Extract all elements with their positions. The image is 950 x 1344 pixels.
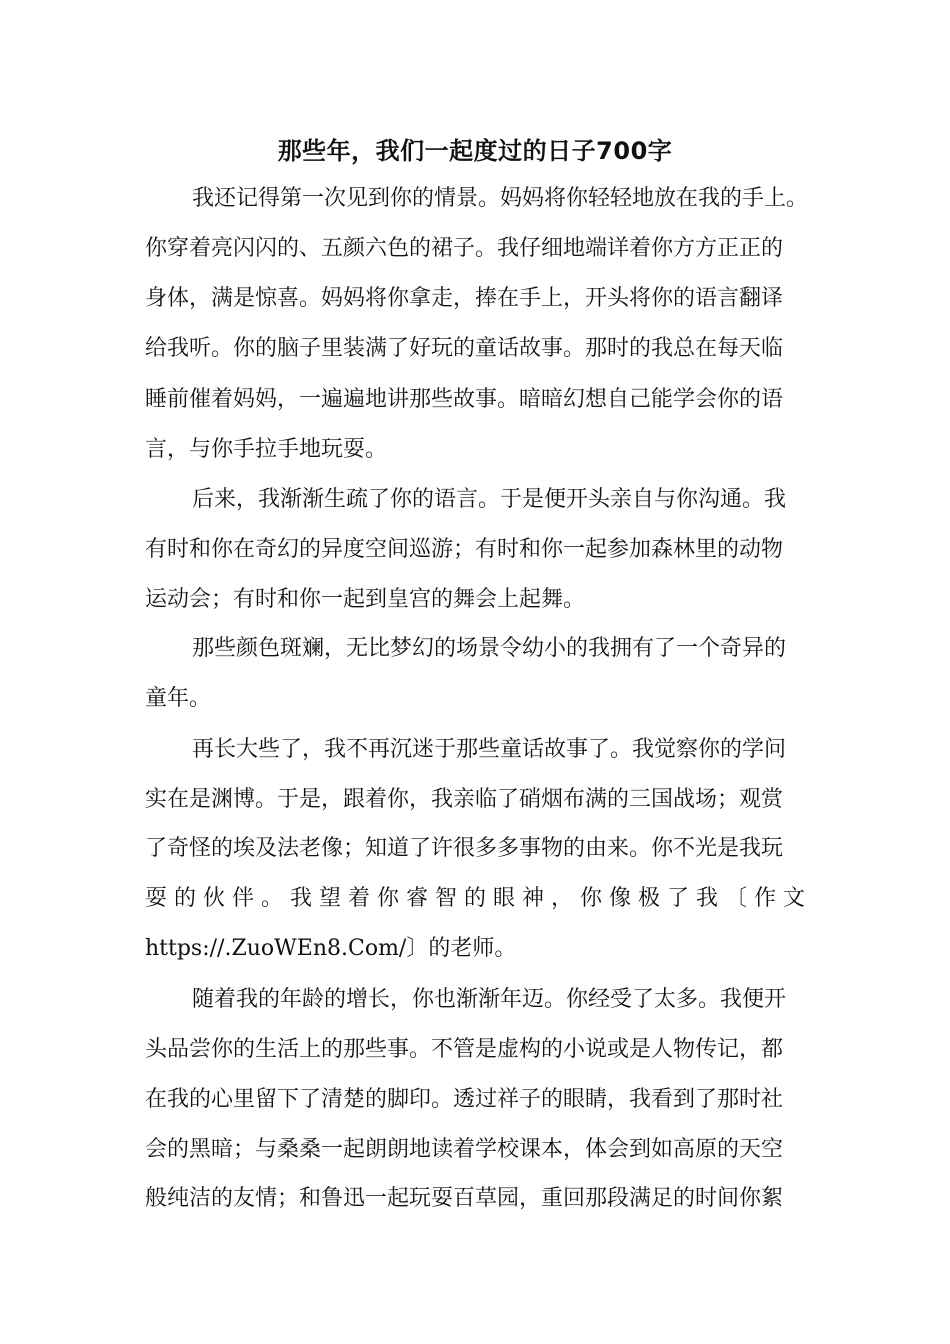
paragraph-line: 会的黑暗；与桑桑一起朗朗地读着学校课本，体会到如高原的天空 [145,1137,784,1162]
paragraph-line: 耍的伙伴。我望着你睿智的眼神，你像极了我〔作文 [145,886,805,911]
paragraph-line: 睡前催着妈妈，一遍遍地讲那些故事。暗暗幻想自己能学会你的语 [145,387,784,412]
paragraph-line: 言，与你手拉手地玩耍。 [145,437,388,462]
paragraph-line: 身体，满是惊喜。妈妈将你拿走，捧在手上，开头将你的语言翻译 [145,286,784,311]
page-title: 那些年，我们一起度过的日子700字 [277,137,673,165]
paragraph-line: https://.ZuoWEn8.Com/〕的老师。 [145,936,517,961]
paragraph-line: 般纯洁的友情；和鲁迅一起玩耍百草园，重回那段满足的时间你絮 [145,1186,784,1211]
paragraph-line: 了奇怪的埃及法老像；知道了许很多多事物的由来。你不光是我玩 [145,836,784,861]
paragraph-line: 运动会；有时和你一起到皇宫的舞会上起舞。 [145,587,586,612]
paragraph-line: 童年。 [145,686,212,711]
paragraph-line: 再长大些了，我不再沉迷于那些童话故事了。我觉察你的学问 [192,737,787,762]
paragraph-line: 那些颜色斑斓，无比梦幻的场景令幼小的我拥有了一个奇异的 [192,636,787,661]
paragraph-line: 头品尝你的生活上的那些事。不管是虚构的小说或是人物传记，都 [145,1037,784,1062]
paragraph-line: 你穿着亮闪闪的、五颜六色的裙子。我仔细地端详着你方方正正的 [145,236,784,261]
paragraph-line: 给我听。你的脑子里装满了好玩的童话故事。那时的我总在每天临 [145,336,784,361]
paragraph-line: 我还记得第一次见到你的情景。妈妈将你轻轻地放在我的手上。 [192,186,809,211]
paragraph-line: 后来，我渐渐生疏了你的语言。于是便开头亲自与你沟通。我 [192,487,787,512]
paragraph-line: 有时和你在奇幻的异度空间巡游；有时和你一起参加森林里的动物 [145,537,784,562]
paragraph-line: 实在是渊博。于是，跟着你，我亲临了硝烟布满的三国战场；观赏 [145,787,784,812]
paragraph-line: 随着我的年龄的增长，你也渐渐年迈。你经受了太多。我便开 [192,987,787,1012]
paragraph-line: 在我的心里留下了清楚的脚印。透过祥子的眼睛，我看到了那时社 [145,1087,784,1112]
